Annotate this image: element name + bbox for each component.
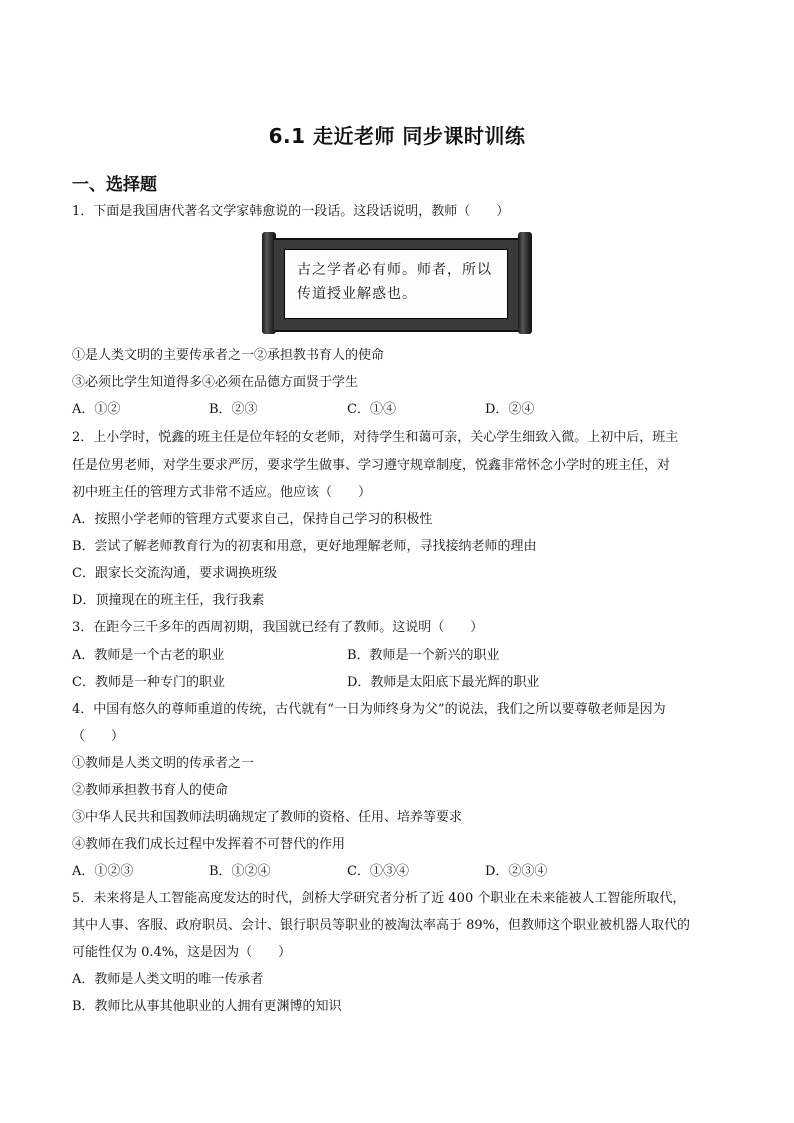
section-heading: 一、选择题 (72, 175, 157, 195)
question-5-stem: 可能性仅为 0.4%，这是因为（ ） (72, 945, 292, 960)
question-4-statement: ②教师承担教书育人的使命 (72, 783, 229, 798)
question-3-option-b: B．教师是一个新兴的职业 (347, 648, 500, 663)
page-title: 6.1 走近老师 同步课时训练 (268, 124, 526, 148)
scroll-roll-right (518, 232, 532, 334)
question-3-option-a: A．教师是一个古老的职业 (72, 648, 225, 663)
question-3-stem: 3．在距今三千多年的西周初期，我国就已经有了教师。这说明（ ） (72, 620, 484, 635)
question-2-option-c: C．跟家长交流沟通，要求调换班级 (72, 566, 277, 581)
question-3-option-c: C．教师是一种专门的职业 (72, 675, 225, 690)
question-5-stem: 5．未来将是人工智能高度发达的时代，剑桥大学研究者分析了近 400 个职业在未来能被人工智能所取代， (72, 891, 686, 906)
question-1-option-b: B．②③ (209, 402, 258, 417)
question-1-option-a: A．①② (72, 402, 121, 417)
question-2-option-b: B．尝试了解老师教育行为的初衷和用意，更好地理解老师，寻找接纳老师的理由 (72, 539, 537, 554)
question-1-statement: ③必须比学生知道得多④必须在品德方面贤于学生 (72, 375, 359, 390)
question-5-option-b: B．教师比从事其他职业的人拥有更渊博的知识 (72, 999, 342, 1014)
question-3-option-d: D．教师是太阳底下最光辉的职业 (347, 675, 540, 690)
question-4-option-a: A．①②③ (72, 864, 134, 879)
question-5-option-a: A．教师是人类文明的唯一传承者 (72, 972, 264, 987)
question-2-stem: 初中班主任的管理方式非常不适应。他应该（ ） (72, 485, 372, 500)
question-4-statement: ④教师在我们成长过程中发挥着不可替代的作用 (72, 837, 346, 852)
question-2-stem: 2．上小学时，悦鑫的班主任是位年轻的女老师，对待学生和蔼可亲，关心学生细致入微。上初中后，班主 (72, 430, 679, 445)
question-1-stem: 1．下面是我国唐代著名文学家韩愈说的一段话。这段话说明，教师（ ） (72, 204, 510, 219)
question-5-stem: 其中人事、客服、政府职员、会计、银行职员等职业的被淘汰率高于 89%，但教师这个职业被机器人取代的 (72, 918, 691, 933)
question-4-statement: ③中华人民共和国教师法明确规定了教师的资格、任用、培养等要求 (72, 810, 463, 825)
question-4-option-c: C．①③④ (347, 864, 409, 879)
scroll-body (274, 238, 520, 332)
scroll-quote: 古之学者必有师。师者，所以传道授业解惑也。 (284, 249, 508, 319)
question-2-option-a: A．按照小学老师的管理方式要求自己，保持自己学习的积极性 (72, 512, 433, 527)
question-1-option-c: C．①④ (347, 402, 396, 417)
question-1-statement: ①是人类文明的主要传承者之一②承担教书育人的使命 (72, 348, 385, 363)
question-4-statement: ①教师是人类文明的传承者之一 (72, 756, 255, 771)
question-1-option-d: D．②④ (485, 402, 535, 417)
question-2-stem: 任是位男老师，对学生要求严厉，要求学生做事、学习遵守规章制度，悦鑫非常怀念小学时的班主任，对 (72, 458, 671, 473)
calligraphy-scroll-image (262, 232, 532, 334)
question-4-stem: 4．中国有悠久的尊师重道的传统，古代就有“一日为师终身为父”的说法，我们之所以要尊敬老师是因为 (72, 702, 666, 717)
question-4-stem: （ ） (72, 729, 125, 744)
question-4-option-b: B．①②④ (209, 864, 271, 879)
question-2-option-d: D．顶撞现在的班主任，我行我素 (72, 593, 265, 608)
question-4-option-d: D．②③④ (485, 864, 548, 879)
